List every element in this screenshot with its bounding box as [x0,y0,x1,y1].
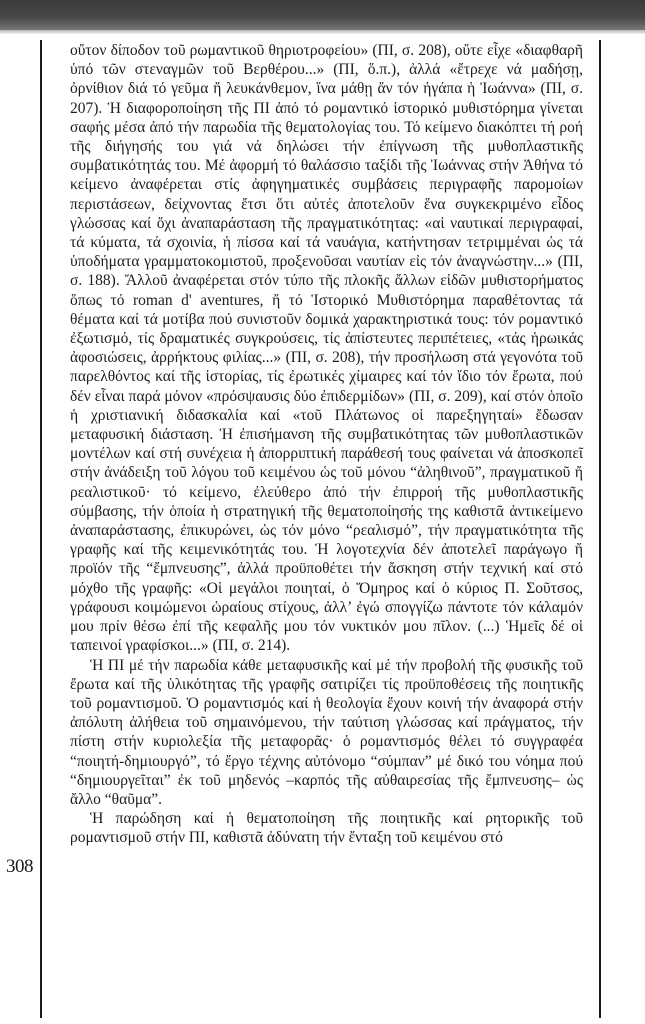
paragraph-3: Ἡ παρώδηση καί ἡ θεματοποίηση τῆς ποιητικῆς καί ρητορικῆς τοῦ ρομαντισμοῦ στήν ΠΙ, καθιστᾶ ἀδύνατη τήν ἔνταξη τοῦ κειμένου στό [70,810,583,847]
right-margin-rule [599,40,601,1018]
body-text [70,41,583,848]
paragraph-2: Ἡ ΠΙ μέ τήν παρωδία κάθε μεταφυσικῆς καί μέ τήν προβολή τῆς φυσικῆς τοῦ ἔρωτα καί τῆς ὑλικότητας τῆς γραφῆς σατιρίζει τίς προϋποθέσεις τῆς ποιητικῆς τοῦ ρομαντισμοῦ. Ὁ ρομαντισμός καί ἡ θεολογία ἔχουν κοινή τήν ἀναφορά στήν ἀπόλυτη ἀλήθεια τοῦ σημαινόμενου, τήν ταύτιση γλώσσας καί πράγματος, τήν πίστη στήν κυριολεξία τῆς μεταφορᾶς· ὁ ρομαντισμός θέλει τό συγγραφέα “ποιητή-δημιουργό”, τό ἔργο τέχνης αὐτόνομο “σύμπαν” μέ δικό του νόημα πού “δημιουργεῖται” ἐκ τοῦ μηδενός –καρπός τῆς αὐθαιρεσίας τῆς ἔμπνευσης– ὡς ἄλλο “θαῦμα”. [70,656,583,808]
left-margin-rule [40,40,42,1018]
page-number: 308 [6,856,33,877]
paragraph-1: οὔτον δίποδον τοῦ ρωμαντικοῦ θηριοτροφείου» (ΠΙ, σ. 208), οὔτε εἶχε «διαφθαρῆ ὑπό τῶν στεναγμῶν τοῦ Βερθέρου...» (ΠΙ, ὅ.π.), ἀλλά «ἔτρεχε νά μαδήσῃ, ὀρνίθιον διά τό γεῦμα ἤ λευκάνθεμον, ἵνα μάθῃ ἄν τόν ἠγάπα ἡ Ἰωάννα» (ΠΙ, σ. 207). Ἡ διαφοροποίηση τῆς ΠΙ ἀπό τό ρομαντικό ἱστορικό μυθιστόρημα γίνεται σαφής μέσα ἀπό τήν παρωδία τῆς θεματολογίας του. Τό κείμενο διακόπτει τή ροή τῆς διήγησής του γιά νά δηλώσει τήν ἐπίγνωση τῆς μυθοπλαστικῆς συμβατικότητάς του. Μέ ἀφορμή τό θαλάσσιο ταξίδι τῆς Ἰωάννας στήν Ἀθήνα τό κείμενο ἀναφέρεται στίς ἀφηγηματικές συμβάσεις περιγραφῆς παρομοίων περιστάσεων, δείχνοντας ἔτσι ὅτι αὐτές ἀποτελοῦν ἕνα συγκεκριμένο εἶδος γλώσσας καί ὄχι ἀναπαράσταση τῆς πραγματικότητας: «αἱ ναυτικαί περιγραφαί, τά κύματα, τά σχοινία, ἡ πίσσα καί τά ναυάγια, κατήντησαν τετριμμέναι ὡς τά ὑποδήματα γραμματοκομιστοῦ, προξενοῦσαι ναυτίαν εἰς τόν ἀναγνώστην...» (ΠΙ, σ. 188). Ἄλλοῦ ἀναφέρεται στόν τύπο τῆς πλοκῆς ἄλλων εἰδῶν μυθιστορήματος ὅπως τό roman d' aventures, ἤ τό Ἱστορικό Μυθιστόρημα παραθέτοντας τά θέματα καί τά μοτίβα πού συνιστοῦν δομικά χαρακτηριστικά τους: τόν ρομαντικό ἐξωτισμό, τίς δραματικές συγκρούσεις, τίς ἀπίστευτες περιπέτειες, «τάς ἡρωικάς ἀφοσιώσεις, ἀρρήκτους φιλίας...» (ΠΙ, σ. 208), τήν προσήλωση στά γεγονότα τοῦ παρελθόντος καί τῆς ἱστορίας, τίς ἐρωτικές χίμαιρες καί τόν ἴδιο τόν ἔρωτα, πού δέν εἶναι παρά μόνον «πρόσψαυσις δύο ἐπιδερμίδων» (ΠΙ, σ. 209), καί στόν ὁποῖο ἡ χριστιανική διδασκαλία καί «τοῦ Πλάτωνος οἱ παρεξηγηταί» ἔδωσαν μεταφυσική διάσταση. Ἡ ἐπισήμανση τῆς συμβατικότητας τῶν μυθοπλαστικῶν μοντέλων καί στή συνέχεια ἡ ἀπορριπτική παράθεσή τους φαίνεται νά ἀποσκοπεῖ στήν ἀνάδειξη τοῦ λόγου τοῦ κειμένου ὡς τοῦ μόνου “ἀληθινοῦ”, πραγματικοῦ ἤ ρεαλιστικοῦ· τό κείμενο, ἐλεύθερο ἀπό τήν ἐπιρροή τῆς μυθοπλαστικῆς σύμβασης, τήν ὁποία ἡ στρατηγική τῆς θεματοποίησής της καθιστᾶ ἀντικείμενο ἀναπαράστασης, ἐπικυρώνει, ὡς τόν μόνο “ρεαλισμό”, τήν πραγματικότητα τῆς γραφῆς καί τῆς κειμενικότητάς του. Ἡ λογοτεχνία δέν ἀποτελεῖ παράγωγο ἤ προϊόν τῆς “ἔμπνευσης”, ἀλλά προϋποθέτει τήν ἄσκηση στήν τεχνική καί στό μόχθο τῆς γραφῆς: «Οἱ μεγάλοι ποιηταί, ὁ Ὅμηρος καί ὁ κύριος Π. Σοῦτσος, γράφουσι κοιμώμενοι ὡραίους στίχους, ἀλλ’ ἐγώ σπογγίζω πάντοτε τόν κάλαμόν μου πρίν θέσω ἐπί τῆς κεφαλῆς μου τόν νυκτικόν μου πῖλον. (...) Ἡμεῖς δέ οἱ ταπεινοί γραφίσκοι...» (ΠΙ, σ. 214). [70,42,583,655]
scan-top-shadow [0,0,645,30]
scan-top-edge [0,30,645,34]
